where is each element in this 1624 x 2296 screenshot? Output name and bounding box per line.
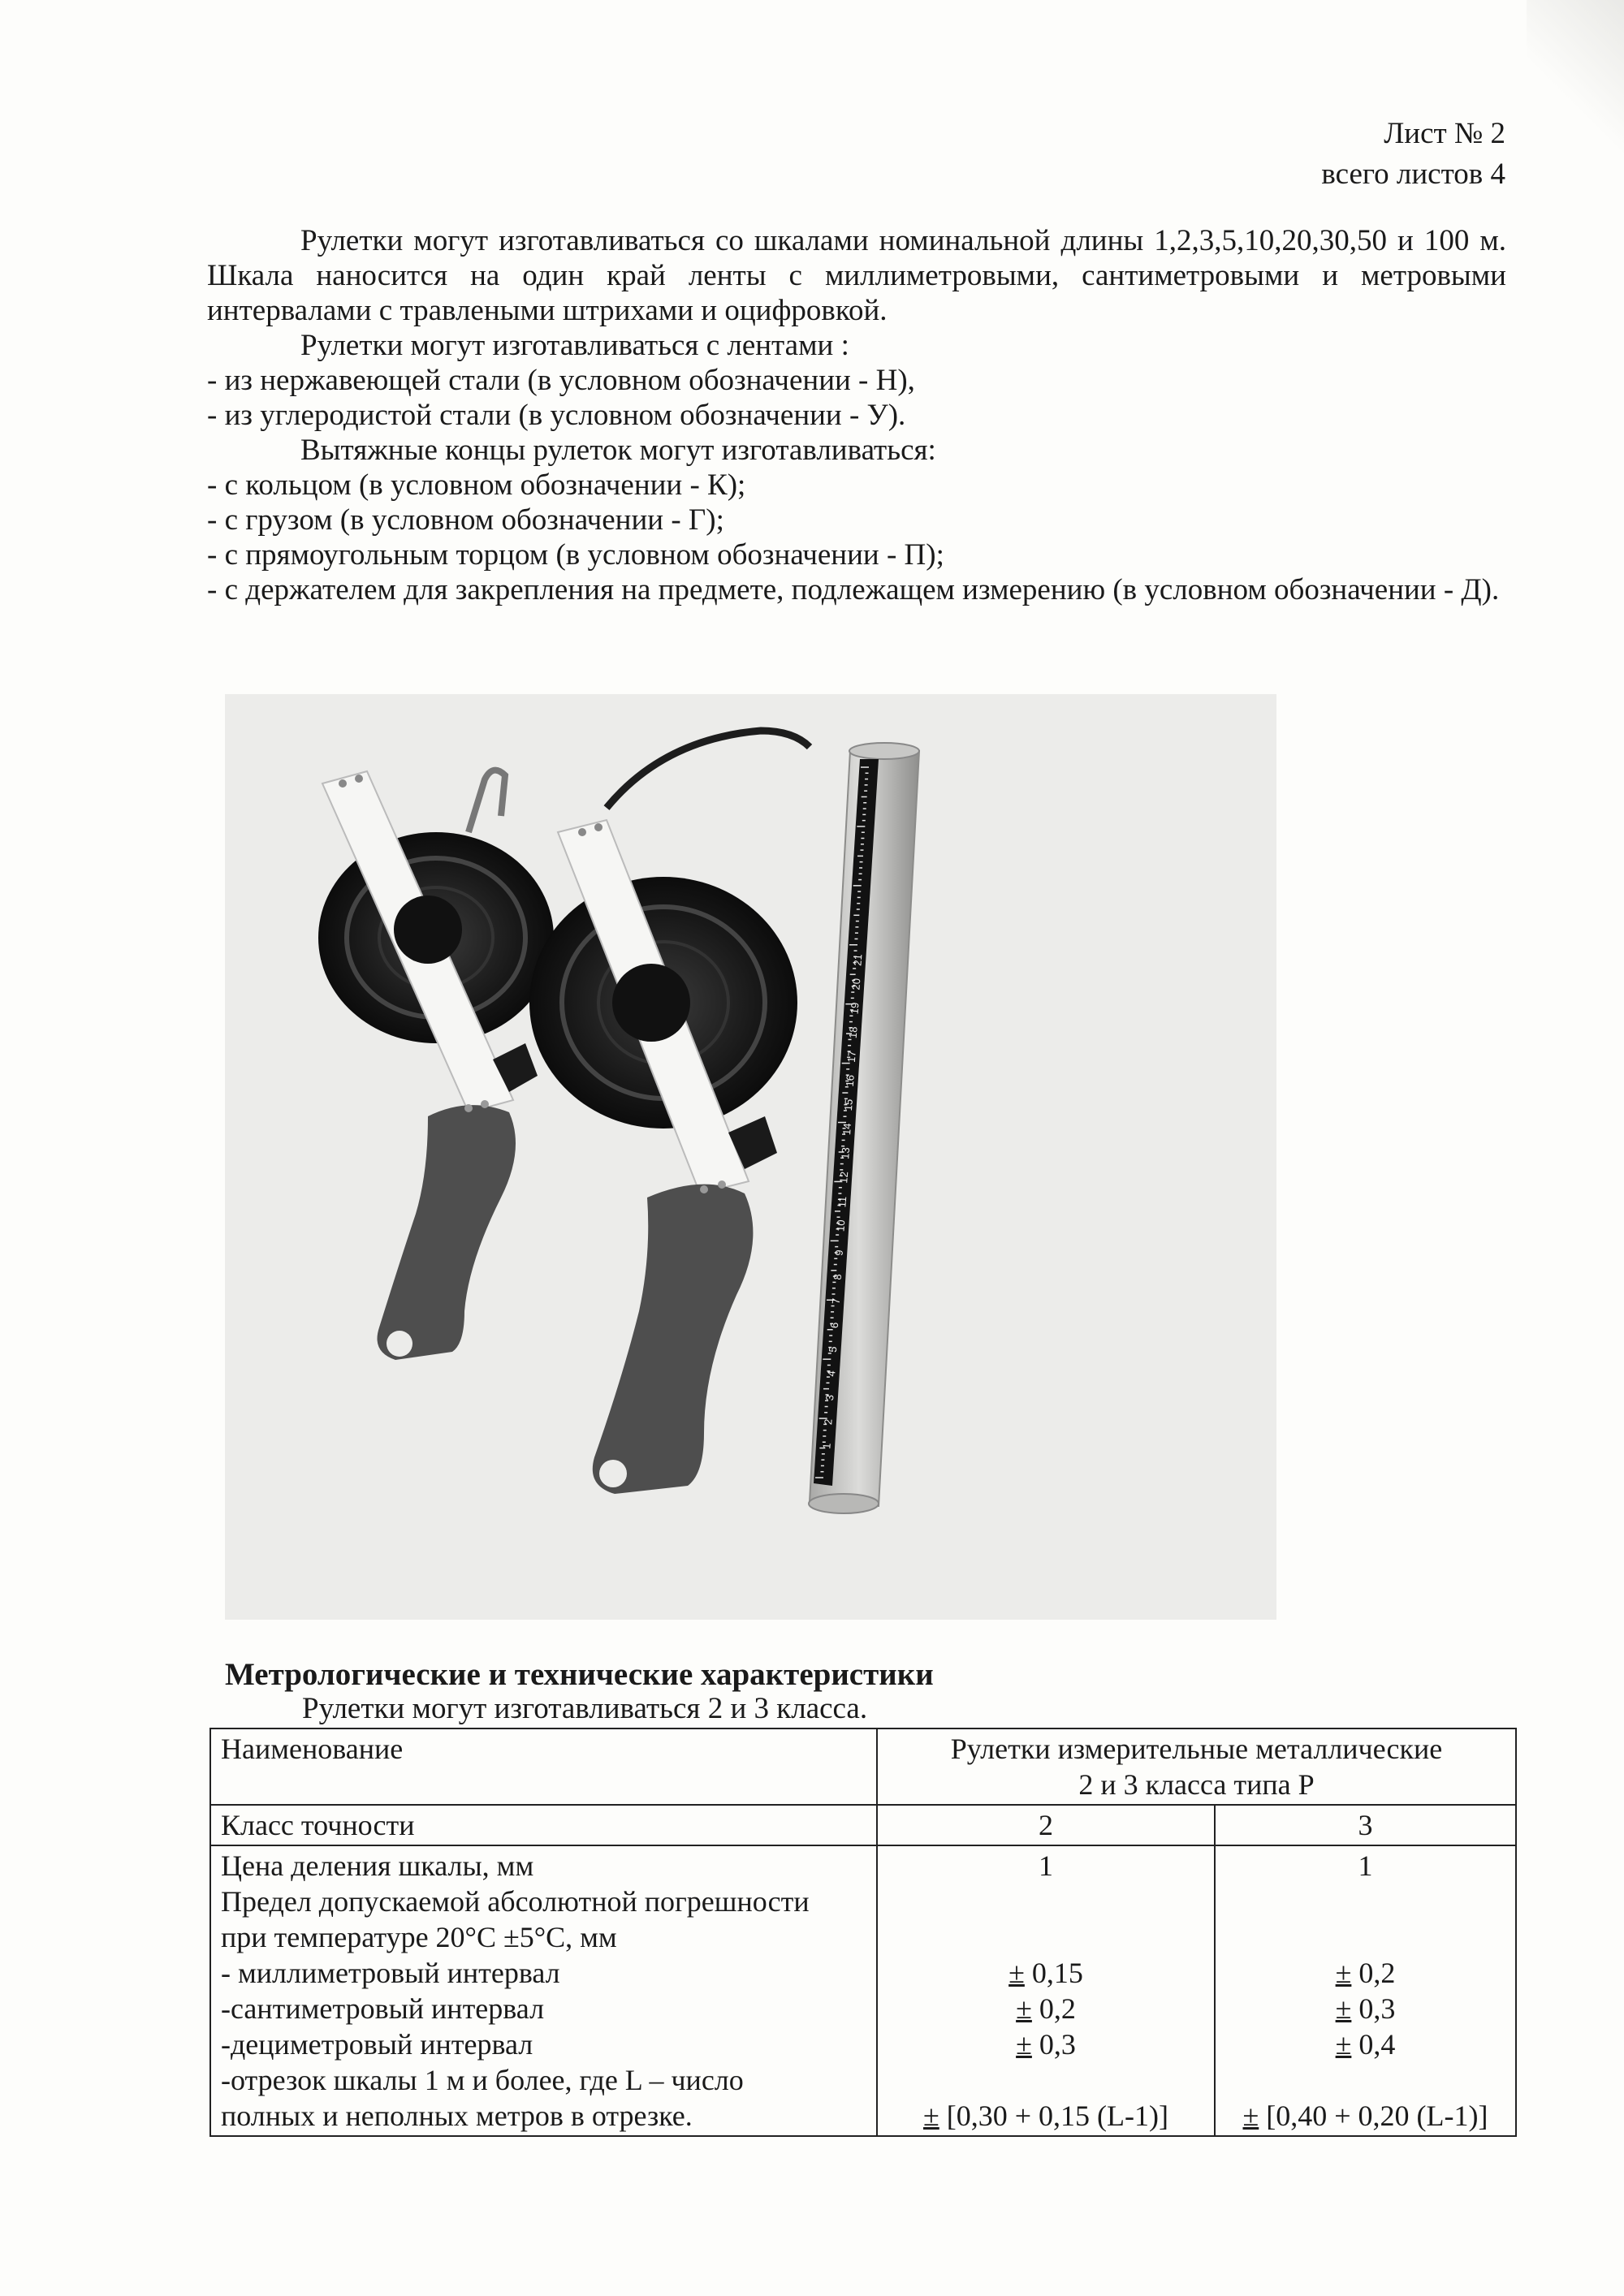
- scale-number: 20: [849, 978, 863, 990]
- sheet-header: [1321, 114, 1505, 195]
- segment-tolerance: ± [0,40 + 0,20 (L-1)]: [1242, 2100, 1488, 2132]
- table-header-name: Наименование: [210, 1728, 877, 1805]
- dm-tolerance: ± 0,4: [1335, 2028, 1396, 2061]
- scale-number: 18: [846, 1025, 860, 1039]
- scale-number: 14: [840, 1122, 853, 1136]
- sheet-total: всего листов 4: [1321, 158, 1505, 191]
- division-value: 1: [1039, 1849, 1053, 1882]
- scale-number: 1: [820, 1442, 833, 1450]
- tape-measure-left: [318, 770, 554, 1360]
- table-row: [210, 1845, 1516, 2136]
- plus-minus-sign: ±: [1242, 2100, 1259, 2132]
- scale-number: 3: [823, 1394, 836, 1401]
- list-item: - с держателем для закрепления на предмете, подлежащем измерению (в условном обозначении - Д).: [207, 573, 1500, 606]
- mm-tolerance: ± 0,15: [1009, 1957, 1083, 1989]
- row-label: Цена деления шкалы, мм: [221, 1849, 534, 1882]
- scale-number: 10: [834, 1219, 848, 1232]
- scale-number: 9: [832, 1249, 845, 1257]
- scale-number: 19: [848, 1002, 862, 1015]
- plus-minus-sign: ±: [1009, 1957, 1025, 1989]
- scale-number: 15: [841, 1098, 855, 1111]
- row-label: -дециметровый интервал: [221, 2028, 533, 2061]
- scale-number: 12: [837, 1171, 851, 1184]
- paragraph-scales: Рулетки могут изготавливаться со шкалами номинальной длины 1,2,3,5,10,20,30,50 и 100 м. Шкала наносится на один край ленты с миллиметровыми, сантиметровыми и метровыми интервалами с травлеными штрихами и оцифровкой.: [207, 224, 1506, 327]
- row-label: - миллиметровый интервал: [221, 1957, 560, 1989]
- scale-number: 7: [829, 1297, 843, 1305]
- scale-number: 2: [822, 1418, 835, 1426]
- scale-number: 17: [844, 1050, 858, 1064]
- class-2: 2: [877, 1805, 1215, 1845]
- list-item: - из нержавеющей стали (в условном обозначении - Н),: [207, 364, 915, 397]
- scale-number: 8: [831, 1273, 844, 1280]
- tape-weight-cylinder: [809, 743, 919, 1513]
- sheet-number: Лист № 2: [1384, 117, 1505, 150]
- product-line-1: Рулетки измерительные металлические: [950, 1733, 1443, 1765]
- row-label: Предел допускаемой абсолютной погрешности: [221, 1885, 810, 1918]
- list-item: - с грузом (в условном обозначении - Г);: [207, 503, 724, 537]
- plus-minus-sign: ±: [1016, 1992, 1032, 2025]
- scale-number: 5: [826, 1345, 840, 1353]
- scan-page-corner: [1527, 0, 1624, 162]
- scale-number: 6: [827, 1322, 841, 1329]
- plus-minus-sign: ±: [1335, 1957, 1352, 1989]
- table-row: [210, 1805, 1516, 1845]
- mm-tolerance: ± 0,2: [1335, 1957, 1396, 1989]
- metrology-title: Метрологические и технические характеристики: [225, 1657, 934, 1692]
- plus-minus-sign: ±: [1335, 2028, 1352, 2061]
- dm-tolerance: ± 0,3: [1016, 2028, 1076, 2061]
- tape-measure-illustration: [225, 694, 1276, 1620]
- row-labels: [210, 1845, 877, 2136]
- scale-number: 16: [843, 1074, 857, 1087]
- row-label: -отрезок шкалы 1 м и более, где L – число: [221, 2064, 744, 2096]
- plus-minus-sign: ±: [923, 2100, 939, 2132]
- scale-number: 21: [851, 953, 865, 967]
- scale-number: 11: [836, 1196, 849, 1208]
- metrology-subtitle: Рулетки могут изготавливаться 2 и 3 класса.: [302, 1692, 868, 1725]
- row-label: -сантиметровый интервал: [221, 1992, 545, 2025]
- scale-number: 4: [824, 1370, 838, 1377]
- division-value: 1: [1358, 1849, 1373, 1882]
- row-label: полных и неполных метров в отрезке.: [221, 2100, 693, 2132]
- paragraph-ends: Вытяжные концы рулеток могут изготавливаться:: [300, 434, 936, 467]
- scale-number: 13: [839, 1146, 853, 1160]
- product-line-2: 2 и 3 класса типа Р: [1078, 1768, 1315, 1801]
- specs-table: [209, 1728, 1517, 2137]
- list-item: - с кольцом (в условном обозначении - К);: [207, 468, 746, 502]
- table-row: [210, 1728, 1516, 1805]
- cm-tolerance: ± 0,2: [1016, 1992, 1076, 2025]
- body-text: [207, 223, 1506, 607]
- list-item: - из углеродистой стали (в условном обозначении - У).: [207, 399, 906, 432]
- list-item: - с прямоугольным торцом (в условном обозначении - П);: [207, 538, 944, 572]
- tape-measure-middle: [529, 731, 810, 1494]
- table-header-product: [877, 1728, 1516, 1805]
- segment-tolerance: ± [0,30 + 0,15 (L-1)]: [923, 2100, 1168, 2132]
- row-label: при температуре 20°С ±5°С, мм: [221, 1921, 617, 1953]
- tape-measure-photo: [225, 694, 1276, 1620]
- class-3-values: [1215, 1845, 1516, 2136]
- class-3: 3: [1215, 1805, 1516, 1845]
- cm-tolerance: ± 0,3: [1335, 1992, 1396, 2025]
- class-2-values: [877, 1845, 1215, 2136]
- paragraph-tapes: Рулетки могут изготавливаться с лентами :: [300, 329, 849, 362]
- plus-minus-sign: ±: [1016, 2028, 1032, 2061]
- plus-minus-sign: ±: [1335, 1992, 1352, 2025]
- class-label: Класс точности: [210, 1805, 877, 1845]
